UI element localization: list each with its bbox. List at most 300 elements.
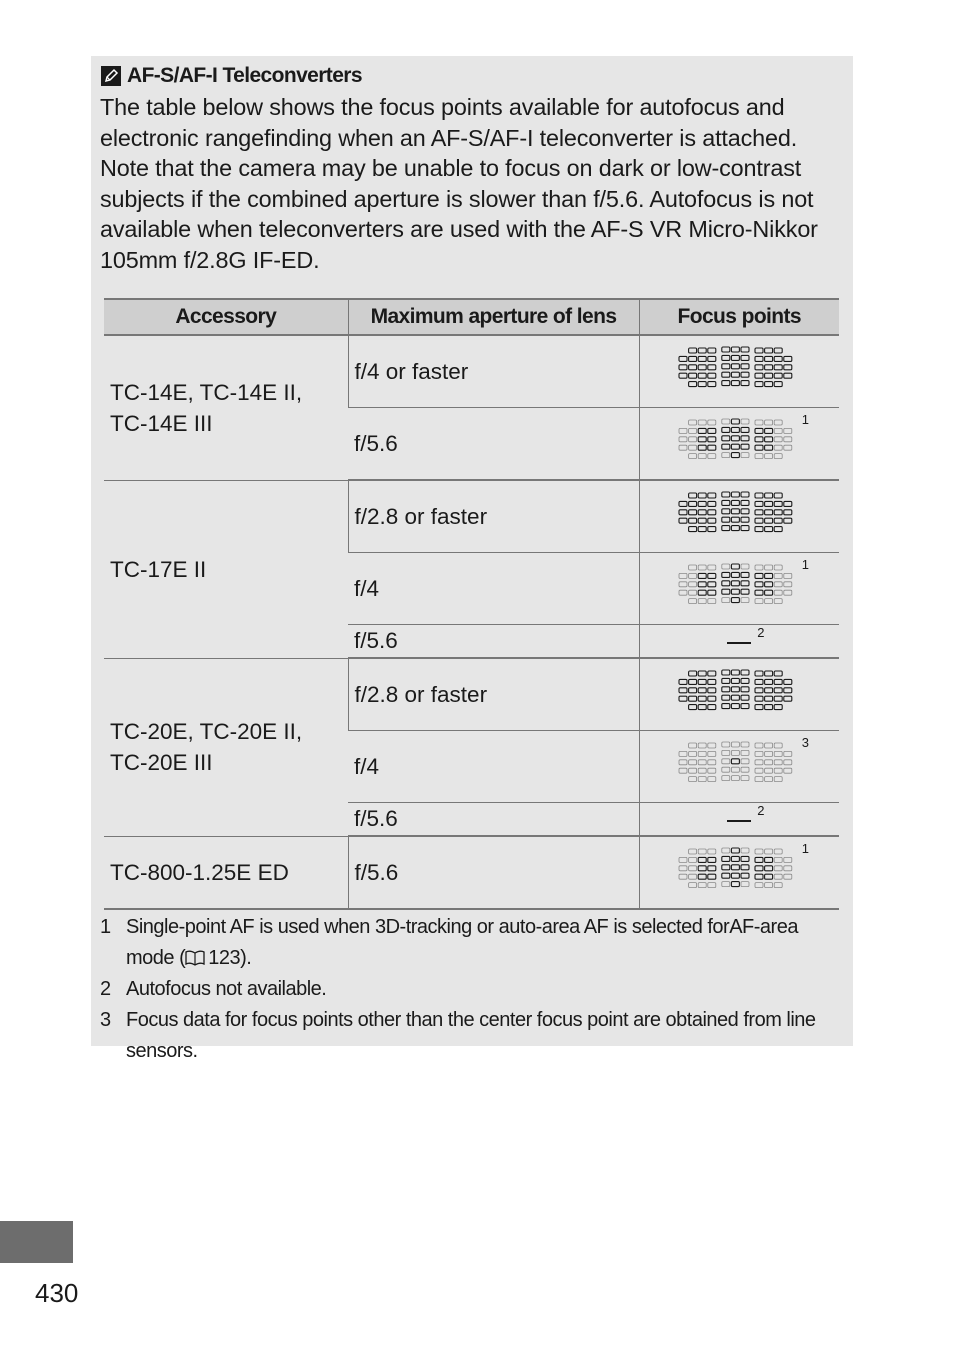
af-point	[722, 767, 730, 772]
af-point	[679, 445, 687, 450]
af-point	[774, 849, 782, 854]
af-point	[708, 509, 716, 514]
aperture-cell: f/2.8 or faster	[348, 658, 639, 731]
af-point	[722, 355, 730, 360]
af-point	[722, 363, 730, 368]
af-point	[689, 356, 697, 361]
af-point	[755, 581, 763, 586]
af-point	[765, 696, 773, 701]
af-point	[765, 590, 773, 595]
af-point	[741, 380, 749, 385]
af-point	[708, 565, 716, 570]
af-point	[765, 364, 773, 369]
af-point	[722, 525, 730, 530]
af-point	[679, 865, 687, 870]
af-point	[708, 518, 716, 523]
not-available-dash	[727, 625, 765, 654]
af-point	[755, 849, 763, 854]
af-point	[741, 678, 749, 683]
af-point	[708, 590, 716, 595]
af-point	[741, 517, 749, 522]
af-point	[732, 363, 740, 368]
not-available-dash	[727, 803, 765, 832]
af-point	[755, 751, 763, 756]
af-point	[708, 573, 716, 578]
af-point	[698, 874, 706, 879]
af-point	[722, 670, 730, 675]
af-point	[755, 518, 763, 523]
af-point	[732, 742, 740, 747]
af-point	[732, 517, 740, 522]
af-point	[689, 679, 697, 684]
af-point	[774, 857, 782, 862]
footnote-ref: 2	[757, 625, 765, 640]
af-point	[765, 759, 773, 764]
af-point	[741, 355, 749, 360]
af-point	[722, 419, 730, 424]
af-point	[698, 751, 706, 756]
af-point	[765, 573, 773, 578]
focus-points-cell	[639, 836, 839, 909]
af-point	[741, 444, 749, 449]
af-point	[679, 356, 687, 361]
af-point	[732, 347, 740, 352]
af-point	[722, 517, 730, 522]
af-grid-partial-cross-icon	[677, 741, 801, 793]
af-point	[698, 573, 706, 578]
af-point	[741, 848, 749, 853]
af-point	[708, 581, 716, 586]
af-point	[732, 856, 740, 861]
af-point	[689, 436, 697, 441]
table-row	[104, 480, 839, 553]
af-point	[708, 751, 716, 756]
af-point	[698, 428, 706, 433]
af-point	[689, 501, 697, 506]
af-point	[698, 501, 706, 506]
af-point	[765, 857, 773, 862]
af-point	[708, 857, 716, 862]
aperture-cell: f/5.6	[348, 408, 639, 481]
af-point	[784, 428, 792, 433]
af-point	[765, 420, 773, 425]
af-point	[774, 590, 782, 595]
af-point	[755, 573, 763, 578]
af-point	[774, 493, 782, 498]
af-point	[741, 452, 749, 457]
af-point	[765, 356, 773, 361]
af-point	[698, 436, 706, 441]
af-point	[755, 743, 763, 748]
af-point	[722, 848, 730, 853]
af-point	[774, 751, 782, 756]
af-point	[755, 679, 763, 684]
focus-points-cell	[639, 625, 839, 659]
af-point	[708, 453, 716, 458]
af-point	[722, 427, 730, 432]
af-point	[741, 864, 749, 869]
af-point	[679, 364, 687, 369]
af-point	[698, 518, 706, 523]
af-point	[732, 686, 740, 691]
af-point	[741, 589, 749, 594]
af-point	[784, 445, 792, 450]
af-point	[698, 453, 706, 458]
aperture-cell: f/4	[348, 553, 639, 625]
af-point	[765, 849, 773, 854]
af-point	[765, 348, 773, 353]
table-row	[104, 836, 839, 909]
af-point	[765, 436, 773, 441]
af-point	[774, 598, 782, 603]
accessory-cell: TC-20E, TC-20E II, TC-20E III	[104, 658, 348, 836]
page-reference-link[interactable]: 123	[208, 947, 241, 969]
af-point	[741, 775, 749, 780]
af-point	[708, 865, 716, 870]
af-point	[732, 750, 740, 755]
af-point	[689, 768, 697, 773]
af-point	[689, 759, 697, 764]
af-point	[689, 518, 697, 523]
af-point	[784, 573, 792, 578]
af-point	[774, 882, 782, 887]
af-point	[774, 428, 782, 433]
af-grid-partial-icon	[677, 847, 801, 899]
footnote-ref: 1	[801, 412, 809, 427]
col-header-focus-points: Focus points	[639, 299, 839, 335]
af-point	[784, 759, 792, 764]
af-point	[774, 671, 782, 676]
af-point	[679, 373, 687, 378]
af-point	[689, 420, 697, 425]
af-point	[774, 743, 782, 748]
af-point	[741, 758, 749, 763]
af-point	[741, 347, 749, 352]
af-point	[755, 356, 763, 361]
af-point	[755, 687, 763, 692]
af-point	[774, 518, 782, 523]
af-point	[741, 580, 749, 585]
af-point	[722, 742, 730, 747]
af-point	[708, 381, 716, 386]
af-point	[689, 849, 697, 854]
af-point	[689, 704, 697, 709]
af-point	[708, 759, 716, 764]
af-point	[698, 759, 706, 764]
af-point	[755, 671, 763, 676]
af-point	[755, 436, 763, 441]
af-point	[755, 704, 763, 709]
af-point	[755, 696, 763, 701]
af-point	[689, 857, 697, 862]
af-point	[741, 572, 749, 577]
af-point	[755, 857, 763, 862]
af-point	[765, 493, 773, 498]
af-point	[774, 453, 782, 458]
footnotes	[100, 912, 850, 1067]
af-point	[774, 373, 782, 378]
af-point	[689, 743, 697, 748]
focus-points-cell	[639, 553, 839, 625]
af-point	[755, 493, 763, 498]
af-point	[722, 508, 730, 513]
af-point	[698, 364, 706, 369]
page-number: 430	[35, 1278, 79, 1308]
af-point	[765, 581, 773, 586]
focus-points-cell	[639, 731, 839, 803]
af-point	[679, 590, 687, 595]
af-point	[679, 857, 687, 862]
af-point	[741, 881, 749, 886]
af-point	[689, 751, 697, 756]
af-point	[698, 565, 706, 570]
table-row	[104, 335, 839, 408]
af-point	[765, 874, 773, 879]
af-point	[741, 856, 749, 861]
af-point	[741, 419, 749, 424]
footnote-ref: 3	[801, 735, 809, 750]
af-point	[765, 509, 773, 514]
af-point	[741, 492, 749, 497]
af-point	[689, 445, 697, 450]
af-point	[698, 493, 706, 498]
af-point	[722, 873, 730, 878]
af-point	[732, 881, 740, 886]
af-point	[722, 435, 730, 440]
af-point	[784, 590, 792, 595]
af-point	[698, 768, 706, 773]
af-point	[689, 348, 697, 353]
af-point	[774, 776, 782, 781]
af-point	[689, 687, 697, 692]
af-point	[784, 364, 792, 369]
af-point	[741, 372, 749, 377]
af-point	[722, 580, 730, 585]
af-point	[689, 598, 697, 603]
accessory-cell: TC-14E, TC-14E II, TC-14E III	[104, 335, 348, 480]
af-point	[732, 678, 740, 683]
af-point	[732, 864, 740, 869]
af-point	[689, 428, 697, 433]
af-point	[765, 453, 773, 458]
af-point	[722, 695, 730, 700]
af-point	[741, 525, 749, 530]
af-point	[741, 564, 749, 569]
af-point	[784, 509, 792, 514]
af-point	[765, 768, 773, 773]
af-point	[722, 597, 730, 602]
af-point	[741, 686, 749, 691]
footnote-3: 3 Focus data for focus points other than the center focus point are obtained from line sensors.	[100, 1009, 816, 1062]
aperture-cell: f/2.8 or faster	[348, 480, 639, 553]
af-point	[755, 874, 763, 879]
af-point	[708, 776, 716, 781]
focus-points-table	[104, 298, 839, 910]
af-point	[755, 445, 763, 450]
af-point	[765, 882, 773, 887]
af-point	[708, 743, 716, 748]
table-row	[104, 658, 839, 731]
col-header-accessory: Accessory	[104, 299, 348, 335]
af-point	[708, 526, 716, 531]
af-point	[755, 373, 763, 378]
af-point	[722, 372, 730, 377]
af-point	[741, 597, 749, 602]
af-point	[708, 445, 716, 450]
af-point	[679, 436, 687, 441]
footnote-ref: 2	[757, 803, 765, 818]
af-point	[689, 573, 697, 578]
af-point	[689, 493, 697, 498]
af-point	[732, 597, 740, 602]
af-point	[784, 518, 792, 523]
af-point	[698, 509, 706, 514]
af-point	[774, 436, 782, 441]
af-point	[755, 759, 763, 764]
af-point	[732, 703, 740, 708]
af-point	[765, 687, 773, 692]
af-point	[774, 581, 782, 586]
af-point	[722, 564, 730, 569]
af-point	[755, 381, 763, 386]
af-point	[765, 865, 773, 870]
af-point	[698, 865, 706, 870]
af-point	[732, 589, 740, 594]
af-point	[732, 775, 740, 780]
af-point	[698, 356, 706, 361]
af-point	[755, 501, 763, 506]
af-point	[774, 704, 782, 709]
pencil-note-icon	[101, 66, 121, 86]
book-reference-icon	[185, 950, 205, 966]
af-point	[708, 671, 716, 676]
af-point	[679, 573, 687, 578]
af-point	[689, 373, 697, 378]
note-title: AF-S/AF-I Teleconverters	[127, 64, 362, 87]
af-point	[755, 565, 763, 570]
af-point	[708, 704, 716, 709]
af-point	[732, 444, 740, 449]
af-point	[679, 759, 687, 764]
af-point	[722, 856, 730, 861]
aperture-cell: f/5.6	[348, 836, 639, 909]
af-point	[689, 874, 697, 879]
accessory-cell: TC-800-1.25E ED	[104, 836, 348, 909]
af-point	[708, 687, 716, 692]
af-point	[732, 500, 740, 505]
af-point	[722, 347, 730, 352]
focus-points-cell	[639, 335, 839, 408]
af-point	[698, 590, 706, 595]
af-point	[689, 581, 697, 586]
af-point	[765, 526, 773, 531]
af-point	[774, 759, 782, 764]
af-point	[698, 598, 706, 603]
note-heading	[101, 62, 362, 90]
af-point	[708, 696, 716, 701]
af-point	[698, 581, 706, 586]
af-point	[784, 874, 792, 879]
section-tab-marker	[0, 1221, 73, 1263]
af-point	[765, 565, 773, 570]
col-header-aperture: Maximum aperture of lens	[348, 299, 639, 335]
af-point	[741, 500, 749, 505]
focus-points-cell	[639, 480, 839, 553]
af-point	[722, 500, 730, 505]
af-point	[741, 670, 749, 675]
af-point	[698, 373, 706, 378]
af-point	[732, 572, 740, 577]
af-point	[689, 671, 697, 676]
focus-points-cell	[639, 408, 839, 481]
af-point	[741, 435, 749, 440]
af-point	[689, 865, 697, 870]
af-point	[755, 428, 763, 433]
af-point	[765, 373, 773, 378]
af-point	[774, 865, 782, 870]
af-point	[708, 849, 716, 854]
af-point	[722, 758, 730, 763]
af-point	[774, 501, 782, 506]
af-point	[722, 589, 730, 594]
af-point	[708, 356, 716, 361]
af-point	[722, 380, 730, 385]
af-point	[722, 686, 730, 691]
af-point	[741, 695, 749, 700]
af-point	[698, 704, 706, 709]
footnote-ref: 1	[801, 841, 809, 856]
af-point	[698, 857, 706, 862]
af-point	[698, 671, 706, 676]
footnote-1: 1 Single-point AF is used when 3D-tracking or auto-area AF is selected forAF-area mode ( 123).	[100, 916, 798, 969]
af-point	[755, 590, 763, 595]
aperture-cell: f/4 or faster	[348, 335, 639, 408]
af-point	[679, 581, 687, 586]
af-point	[708, 428, 716, 433]
af-grid-all-icon	[677, 491, 801, 543]
af-point	[679, 518, 687, 523]
af-point	[784, 436, 792, 441]
af-point	[698, 849, 706, 854]
af-point	[722, 444, 730, 449]
af-point	[732, 355, 740, 360]
af-point	[708, 420, 716, 425]
af-point	[732, 580, 740, 585]
af-point	[708, 882, 716, 887]
af-grid-all-icon	[677, 346, 801, 398]
af-point	[755, 776, 763, 781]
af-point	[689, 509, 697, 514]
af-point	[732, 435, 740, 440]
af-point	[774, 573, 782, 578]
af-point	[732, 419, 740, 424]
af-point	[708, 348, 716, 353]
af-point	[774, 509, 782, 514]
af-point	[722, 881, 730, 886]
af-point	[689, 364, 697, 369]
af-point	[755, 865, 763, 870]
af-point	[679, 751, 687, 756]
af-point	[732, 508, 740, 513]
af-point	[741, 427, 749, 432]
af-point	[722, 492, 730, 497]
af-point	[774, 768, 782, 773]
af-point	[774, 348, 782, 353]
af-grid-partial-icon	[677, 563, 801, 615]
af-point	[708, 874, 716, 879]
af-point	[755, 509, 763, 514]
af-point	[708, 364, 716, 369]
